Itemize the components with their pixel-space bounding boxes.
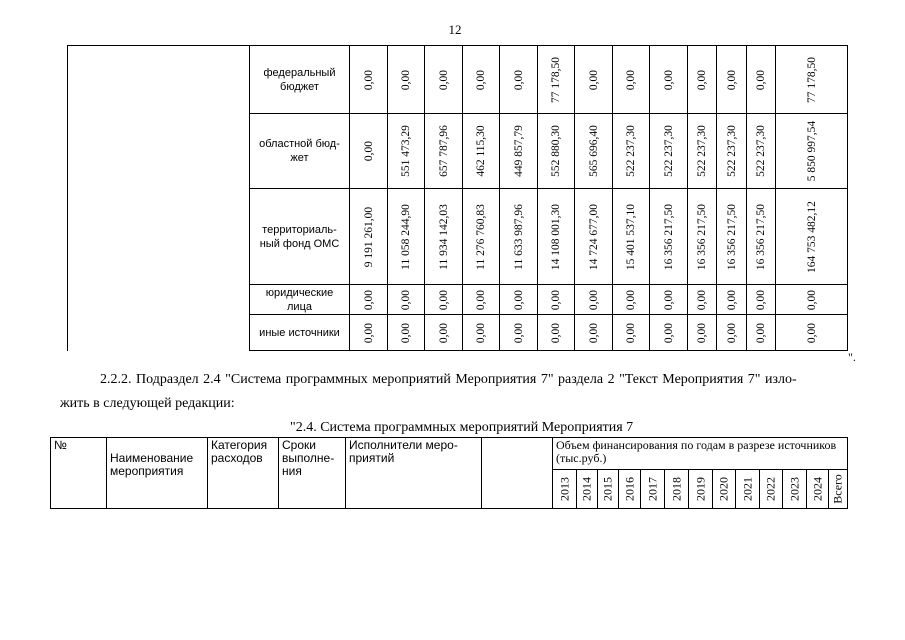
page-number: 12 [448,22,462,37]
funding-value-cell [425,315,463,351]
year-header-cell [713,470,736,509]
funding-value-cell [613,46,650,114]
year-header-cell [665,470,689,509]
funding-value: 0,00 [662,69,675,90]
funding-value: 0,00 [662,322,675,343]
header-executors: Исполнители меро-приятий [346,438,482,509]
funding-value-cell [717,315,747,351]
amendment-paragraph-line1: 2.2.2. Подраздел 2.4 "Система программных мероприятий Мероприятия 7" раздела 2 "Текст Мероприятия 7" изло- [100,372,797,387]
year-header-cell [553,470,577,509]
year-label: 2017 [645,477,659,501]
funding-value-cell [688,189,717,285]
funding-value-cell [650,315,688,351]
year-header-cell [641,470,665,509]
funding-value: 657 787,96 [437,125,450,177]
funding-value: 0,00 [512,322,525,343]
year-label: 2024 [810,477,824,501]
program-activities-header-table [50,437,848,509]
funding-value: 522 237,30 [755,125,767,177]
funding-value-cell [717,285,747,315]
funding-value-cell [425,114,463,189]
funding-value: 565 696,40 [587,125,600,177]
amendment-paragraph-line2: жить в следующей редакции: [60,396,235,411]
funding-value-cell [747,189,776,285]
funding-value-cell [776,315,848,351]
funding-source-label: иные источники [250,315,350,351]
year-header-cell [619,470,641,509]
funding-value-cell [463,46,500,114]
funding-value-cell [575,46,613,114]
funding-value-cell [747,46,776,114]
funding-value: 0,00 [805,289,818,310]
funding-value: 0,00 [662,289,675,310]
funding-sources-table [67,45,848,351]
funding-value-cell [575,114,613,189]
year-label: 2016 [622,477,636,501]
funding-value: 0,00 [512,289,525,310]
funding-value-cell [500,46,538,114]
funding-value: 0,00 [475,69,487,90]
funding-value-cell [350,46,388,114]
funding-value-cell [747,285,776,315]
funding-value: 0,00 [755,289,767,310]
funding-value-cell [688,46,717,114]
funding-value-cell [388,189,425,285]
funding-value-cell [538,285,575,315]
funding-value: 0,00 [475,322,487,343]
funding-row [68,46,848,114]
funding-value-cell [463,114,500,189]
year-label: 2020 [716,477,731,501]
funding-value-cell [500,315,538,351]
funding-value: 164 753 482,12 [805,200,818,273]
funding-value: 0,00 [805,322,818,343]
funding-value-cell [776,285,848,315]
funding-value-cell [425,285,463,315]
funding-value: 552 880,30 [550,125,562,177]
funding-value: 0,00 [755,69,767,90]
funding-value: 0,00 [625,289,637,310]
funding-value-cell [388,46,425,114]
funding-value: 0,00 [696,322,708,343]
year-header-cell [689,470,713,509]
funding-value: 11 934 142,03 [437,203,450,270]
header-expense-category: Категория расходов [208,438,279,509]
funding-value: 0,00 [400,289,412,310]
funding-source-label: территориаль-ный фонд ОМС [250,189,350,285]
funding-value-cell [776,114,848,189]
funding-value-cell [688,114,717,189]
funding-value: 0,00 [725,289,738,310]
funding-value: 16 356 217,50 [755,203,767,270]
funding-value-cell [747,315,776,351]
header-number: № [51,438,107,509]
funding-value: 0,00 [725,322,738,343]
funding-value: 0,00 [625,69,637,90]
funding-value-cell [613,315,650,351]
funding-value-cell [776,46,848,114]
funding-value: 0,00 [362,322,375,343]
year-label: 2022 [763,477,778,501]
funding-value-cell [425,189,463,285]
funding-value: 11 276 760,83 [475,203,487,270]
blank-merged-cell [68,46,250,351]
year-label: 2015 [600,477,615,501]
year-header-cell [598,470,619,509]
funding-value: 0,00 [362,140,375,162]
funding-value-cell [538,315,575,351]
funding-source-label: федеральный бюджет [250,46,350,114]
funding-value-cell [717,46,747,114]
funding-value-cell [650,189,688,285]
funding-value: 522 237,30 [662,125,675,177]
funding-value: 0,00 [475,289,487,310]
funding-value-cell [650,46,688,114]
funding-value-cell [388,285,425,315]
funding-value: 14 108 001,30 [550,203,562,270]
funding-value: 0,00 [437,69,450,90]
funding-value: 0,00 [437,322,450,343]
funding-value: 462 115,30 [475,125,487,177]
funding-value: 0,00 [696,289,708,310]
funding-value: 0,00 [437,289,450,310]
year-label: 2018 [669,477,683,501]
funding-value-cell [463,315,500,351]
funding-value: 0,00 [362,289,375,310]
funding-value: 0,00 [587,69,600,90]
funding-value-cell [350,315,388,351]
funding-value: 16 356 217,50 [725,203,738,270]
funding-value: 449 857,79 [512,125,525,177]
funding-value-cell [350,285,388,315]
year-label: 2023 [787,477,801,501]
year-header-cell [829,470,848,509]
funding-value-cell [688,315,717,351]
funding-value-cell [538,46,575,114]
funding-value: 11 633 987,96 [512,203,525,270]
year-label: Всего [830,474,845,504]
funding-value: 5 850 997,54 [805,120,818,182]
year-label: 2014 [579,477,594,501]
funding-value-cell [613,285,650,315]
funding-value: 0,00 [512,69,525,90]
funding-value: 0,00 [696,69,708,90]
funding-value-cell [500,285,538,315]
section-title: "2.4. Система программных мероприятий Мероприятия 7 [290,420,634,435]
funding-value: 15 401 537,10 [625,203,637,270]
funding-value: 522 237,30 [725,125,738,177]
year-header-cell [760,470,783,509]
year-label: 2019 [693,477,707,501]
funding-value: 0,00 [550,322,562,343]
funding-value-cell [575,315,613,351]
funding-value: 77 178,50 [805,56,818,103]
funding-value: 0,00 [725,69,738,90]
funding-value-cell [613,189,650,285]
funding-value: 11 058 244,90 [400,203,412,270]
funding-value-cell [717,114,747,189]
funding-value-cell [717,189,747,285]
year-header-cell [807,470,829,509]
funding-value: 0,00 [625,322,637,343]
year-label: 2021 [740,477,754,501]
funding-value: 14 724 677,00 [587,203,600,270]
header-activity-name: Наименование мероприятия [107,438,208,509]
funding-value-cell [688,285,717,315]
funding-value: 0,00 [400,322,412,343]
funding-value-cell [575,285,613,315]
funding-value-cell [500,189,538,285]
funding-source-label: юридические лица [250,285,350,315]
year-header-cell [736,470,760,509]
funding-value-cell [388,315,425,351]
funding-value-cell [776,189,848,285]
funding-source-label: областной бюд-жет [250,114,350,189]
funding-value-cell [388,114,425,189]
funding-value: 522 237,30 [625,125,637,177]
funding-value-cell [500,114,538,189]
funding-value: 0,00 [400,69,412,90]
funding-value: 9 191 261,00 [362,206,375,267]
header-terms: Сроки выполне-ния [279,438,346,509]
funding-value-cell [350,114,388,189]
funding-value-cell [538,114,575,189]
year-header-cell [783,470,807,509]
funding-value: 522 237,30 [696,125,708,177]
funding-value: 551 473,29 [400,125,412,177]
funding-value-cell [650,114,688,189]
year-label: 2013 [557,477,571,501]
funding-value-cell [650,285,688,315]
funding-value-cell [350,189,388,285]
funding-value-cell [575,189,613,285]
closing-quote: ". [848,350,856,364]
header-blank [482,438,553,509]
year-header-cell [577,470,598,509]
funding-value: 0,00 [550,289,562,310]
funding-value: 0,00 [362,69,375,90]
funding-value: 16 356 217,50 [696,203,708,270]
funding-value-cell [747,114,776,189]
funding-value-cell [425,46,463,114]
funding-value: 77 178,50 [550,56,562,103]
funding-value: 0,00 [755,322,767,343]
funding-value-cell [538,189,575,285]
funding-value-cell [613,114,650,189]
funding-value-cell [463,189,500,285]
header-funding: Объем финансирования по годам в разрезе источников (тыс.руб.) [553,438,848,470]
funding-value: 0,00 [587,322,600,343]
funding-value-cell [463,285,500,315]
funding-value: 0,00 [587,289,600,310]
funding-value: 16 356 217,50 [662,203,675,270]
